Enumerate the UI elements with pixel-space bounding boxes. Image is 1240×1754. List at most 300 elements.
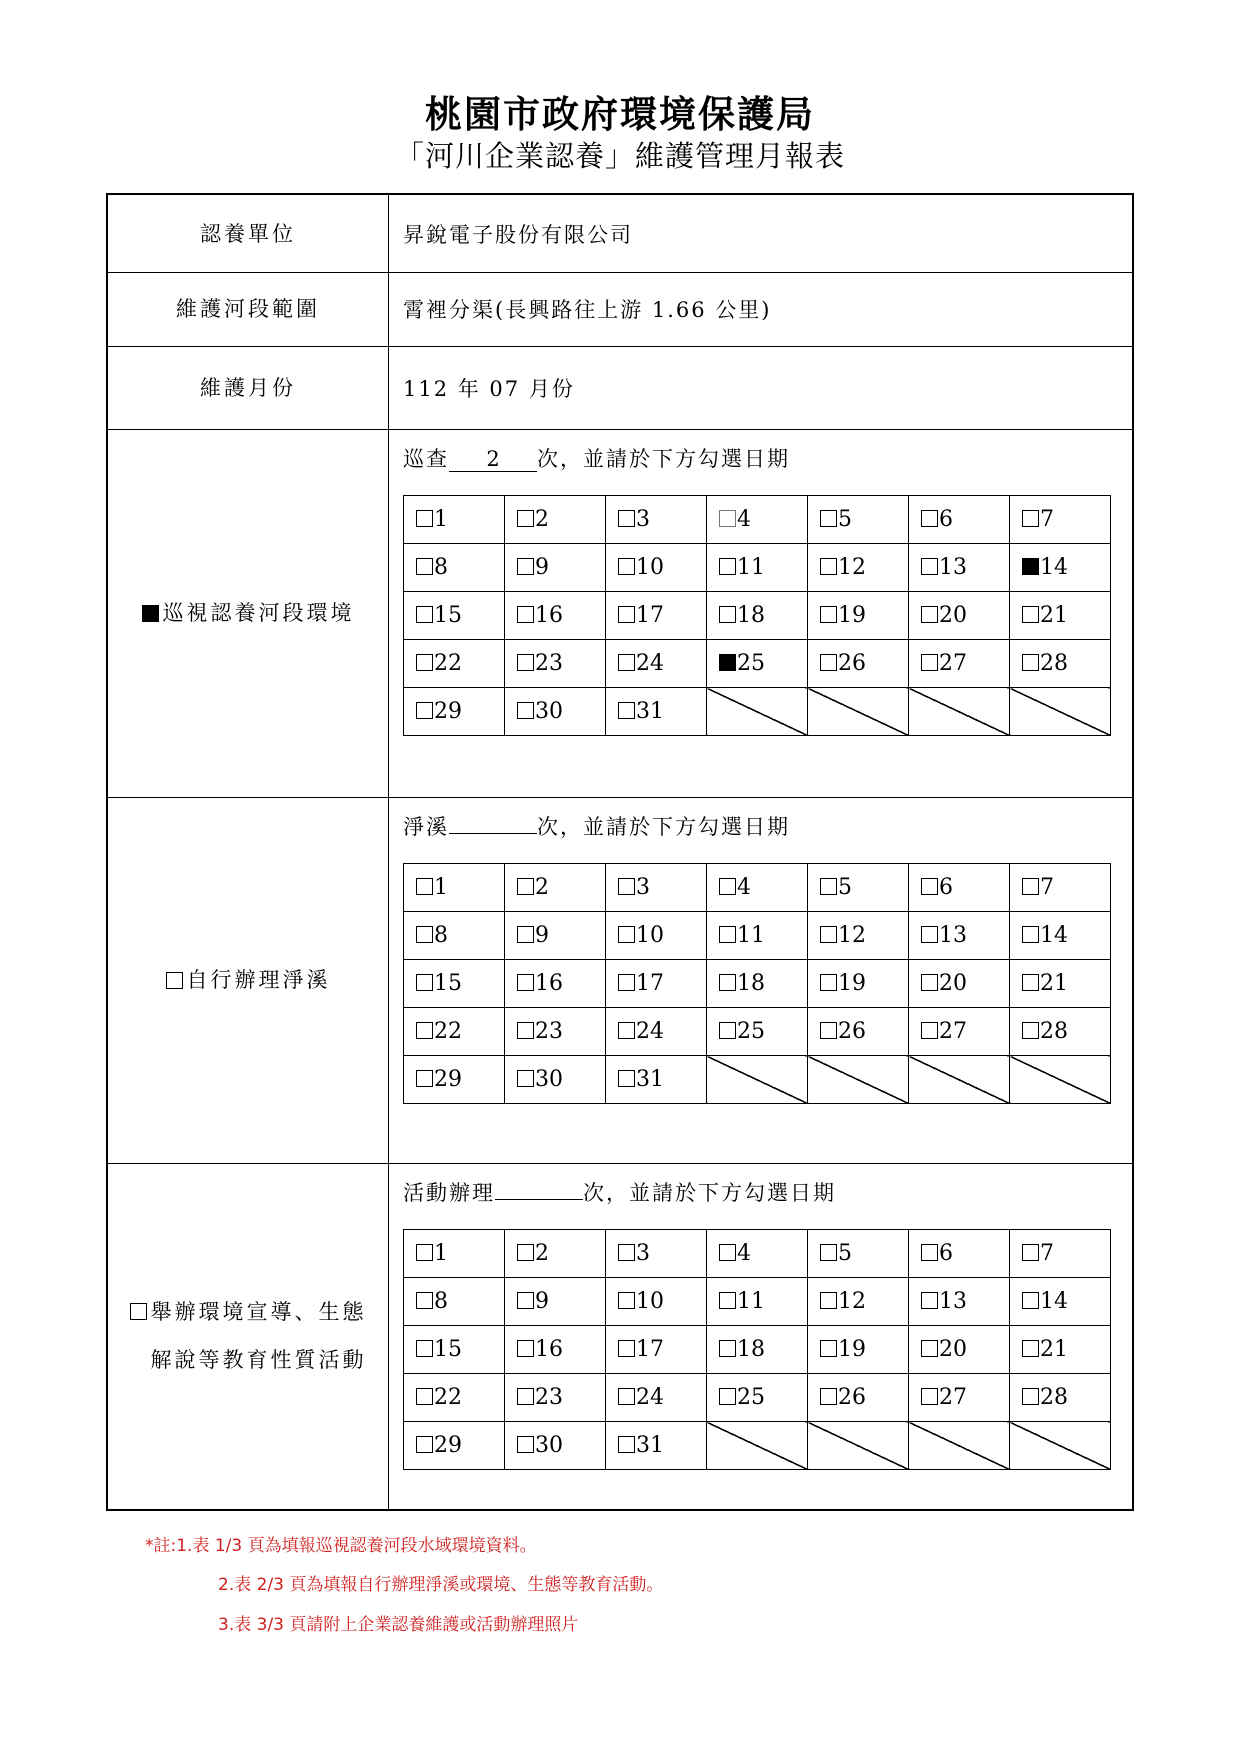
date-cell-25[interactable]: [707, 640, 808, 688]
date-cell-24[interactable]: [606, 1008, 707, 1056]
date-label: 27: [939, 1019, 967, 1044]
date-cell-22[interactable]: [404, 1008, 505, 1056]
checkbox-icon[interactable]: [416, 606, 433, 623]
empty-date-cell: [1010, 1056, 1111, 1104]
adoption-unit-value: 昇銳電子股份有限公司: [403, 222, 633, 247]
heading-suffix: 次，並請於下方勾選日期: [537, 815, 790, 839]
section-patrol: [108, 429, 1132, 798]
checkbox-icon[interactable]: [618, 1436, 635, 1453]
checkbox-icon[interactable]: [921, 654, 938, 671]
checkbox-icon[interactable]: [1022, 1244, 1039, 1261]
date-grid-row: [404, 1278, 1111, 1326]
date-label: 10: [636, 1289, 664, 1314]
date-label: 11: [737, 923, 765, 948]
river-range-cell[interactable]: [389, 272, 1132, 346]
checkbox-icon[interactable]: [719, 878, 736, 895]
date-cell-20[interactable]: [909, 960, 1010, 1008]
date-label: 9: [535, 555, 549, 580]
date-cell-31[interactable]: [606, 1056, 707, 1104]
date-label: 10: [636, 923, 664, 948]
section-heading: [403, 1177, 836, 1207]
date-cell-9[interactable]: [505, 912, 606, 960]
date-cell-5[interactable]: [808, 1230, 909, 1278]
date-cell-8[interactable]: [404, 1278, 505, 1326]
checkbox-icon[interactable]: [416, 558, 433, 575]
date-cell-10[interactable]: [606, 544, 707, 592]
checkbox-icon[interactable]: [517, 1070, 534, 1087]
checkbox-icon[interactable]: [517, 1292, 534, 1309]
date-label: 16: [535, 1337, 563, 1362]
date-grid-row: [404, 1374, 1111, 1422]
checkbox-icon[interactable]: [820, 1292, 837, 1309]
date-cell-22[interactable]: [404, 1374, 505, 1422]
date-label: 9: [535, 923, 549, 948]
checkbox-icon[interactable]: [618, 1244, 635, 1261]
section-heading: [403, 811, 790, 841]
checkbox-icon[interactable]: [416, 1244, 433, 1261]
date-cell-25[interactable]: [707, 1374, 808, 1422]
date-label: 27: [939, 1385, 967, 1410]
checkbox-icon[interactable]: [921, 1022, 938, 1039]
checkbox-icon[interactable]: [618, 702, 635, 719]
checkbox-icon[interactable]: [416, 702, 433, 719]
date-cell-26[interactable]: [808, 640, 909, 688]
section-label-line: 巡視認養河段環境: [162, 601, 355, 625]
count-field[interactable]: 2: [449, 447, 537, 472]
checkbox-icon[interactable]: [1022, 1340, 1039, 1357]
checkbox-icon[interactable]: [618, 654, 635, 671]
checkbox-icon[interactable]: [517, 1244, 534, 1261]
checkbox-icon[interactable]: [719, 1022, 736, 1039]
date-label: 22: [434, 1385, 462, 1410]
checkbox-icon[interactable]: [921, 1244, 938, 1261]
checkbox-icon[interactable]: [719, 510, 736, 527]
date-grid-row: [404, 544, 1111, 592]
checkbox-icon[interactable]: [921, 510, 938, 527]
checkbox-icon[interactable]: [416, 1070, 433, 1087]
page-subtitle: 「河川企業認養」維護管理月報表: [394, 139, 845, 173]
date-cell-9[interactable]: [505, 544, 606, 592]
note-line-1: *註:1.表 1/3 頁為填報巡視認養河段水域環境資料。: [145, 1536, 537, 1556]
date-cell-1[interactable]: [404, 496, 505, 544]
date-grid: [403, 495, 1111, 736]
date-cell-31[interactable]: [606, 1422, 707, 1470]
date-cell-13[interactable]: [909, 1278, 1010, 1326]
date-cell-6[interactable]: [909, 496, 1010, 544]
heading-suffix: 次，並請於下方勾選日期: [537, 447, 790, 471]
adoption-unit-cell[interactable]: [389, 195, 1132, 272]
checkbox-icon[interactable]: [820, 1388, 837, 1405]
checkbox-icon[interactable]: [921, 878, 938, 895]
date-label: 3: [636, 1241, 650, 1266]
date-label: 2: [535, 507, 549, 532]
date-cell-28[interactable]: [1010, 1374, 1111, 1422]
checkbox-icon[interactable]: [416, 1022, 433, 1039]
date-label: 11: [737, 555, 765, 580]
section-checkbox[interactable]: [166, 972, 183, 989]
section-checkbox[interactable]: [130, 1303, 147, 1320]
section-label[interactable]: [108, 797, 389, 1163]
date-cell-14[interactable]: [1010, 1278, 1111, 1326]
date-cell-28[interactable]: [1010, 640, 1111, 688]
date-label: 23: [535, 1019, 563, 1044]
checkbox-icon[interactable]: [618, 1388, 635, 1405]
checkbox-icon[interactable]: [517, 878, 534, 895]
date-cell-2[interactable]: [505, 864, 606, 912]
date-cell-27[interactable]: [909, 640, 1010, 688]
date-label: 1: [434, 875, 448, 900]
checkbox-icon[interactable]: [921, 926, 938, 943]
date-cell-6[interactable]: [909, 864, 1010, 912]
date-label: 12: [838, 1289, 866, 1314]
date-cell-23[interactable]: [505, 1374, 606, 1422]
date-label: 20: [939, 971, 967, 996]
date-cell-17[interactable]: [606, 1326, 707, 1374]
checkbox-icon[interactable]: [1022, 606, 1039, 623]
river-range-label: 維護河段範圍: [108, 272, 389, 346]
date-cell-3[interactable]: [606, 496, 707, 544]
checkbox-icon[interactable]: [618, 558, 635, 575]
checkbox-icon[interactable]: [1022, 974, 1039, 991]
heading-suffix: 次，並請於下方勾選日期: [583, 1181, 836, 1205]
section-clean-stream: [108, 797, 1132, 1164]
checkbox-icon[interactable]: [416, 974, 433, 991]
date-cell-23[interactable]: [505, 640, 606, 688]
checkbox-icon[interactable]: [517, 702, 534, 719]
date-label: 15: [434, 603, 462, 628]
checkbox-icon[interactable]: [820, 1022, 837, 1039]
date-label: 3: [636, 875, 650, 900]
checkbox-icon[interactable]: [618, 1292, 635, 1309]
checkbox-icon[interactable]: [1022, 1022, 1039, 1039]
date-cell-6[interactable]: [909, 1230, 1010, 1278]
checkbox-icon[interactable]: [618, 926, 635, 943]
checkbox-icon[interactable]: [820, 974, 837, 991]
section-education-activity: [108, 1163, 1132, 1509]
date-label: 4: [737, 875, 751, 900]
checkbox-icon[interactable]: [719, 558, 736, 575]
date-label: 18: [737, 1337, 765, 1362]
checkbox-icon[interactable]: [416, 1340, 433, 1357]
section-label-line: 舉辦環境宣導、生態: [150, 1300, 367, 1324]
date-cell-21[interactable]: [1010, 1326, 1111, 1374]
checkbox-icon[interactable]: [1022, 878, 1039, 895]
page-title: 桃園市政府環境保護局: [425, 92, 815, 136]
checkbox-icon[interactable]: [416, 654, 433, 671]
date-cell-13[interactable]: [909, 544, 1010, 592]
date-label: 19: [838, 971, 866, 996]
date-cell-9[interactable]: [505, 1278, 606, 1326]
checkbox-icon[interactable]: [719, 606, 736, 623]
date-label: 31: [636, 1067, 664, 1092]
checkbox-icon[interactable]: [517, 1388, 534, 1405]
section-label-line: 解說等教育性質活動: [150, 1348, 367, 1372]
checkbox-icon[interactable]: [416, 878, 433, 895]
empty-date-cell: [707, 1056, 808, 1104]
date-grid-row: [404, 1422, 1111, 1470]
date-cell-11[interactable]: [707, 912, 808, 960]
checkbox-icon[interactable]: [416, 1436, 433, 1453]
date-cell-18[interactable]: [707, 960, 808, 1008]
checkbox-icon[interactable]: [820, 606, 837, 623]
count-field[interactable]: [495, 1199, 583, 1200]
date-cell-7[interactable]: [1010, 864, 1111, 912]
date-cell-3[interactable]: [606, 864, 707, 912]
date-label: 18: [737, 603, 765, 628]
date-label: 21: [1040, 971, 1068, 996]
date-label: 7: [1040, 1241, 1054, 1266]
checkbox-icon[interactable]: [517, 1340, 534, 1357]
date-label: 4: [737, 1241, 751, 1266]
date-label: 25: [737, 651, 765, 676]
date-cell-29[interactable]: [404, 1056, 505, 1104]
date-cell-22[interactable]: [404, 640, 505, 688]
checkbox-icon[interactable]: [719, 654, 736, 671]
date-cell-7[interactable]: [1010, 1230, 1111, 1278]
heading-prefix: 巡查: [403, 447, 449, 471]
maintenance-month-value: 112 年 07 月份: [403, 376, 575, 401]
date-cell-4[interactable]: [707, 1230, 808, 1278]
date-cell-1[interactable]: [404, 864, 505, 912]
checkbox-icon[interactable]: [921, 974, 938, 991]
date-cell-16[interactable]: [505, 960, 606, 1008]
checkbox-icon[interactable]: [618, 974, 635, 991]
date-label: 24: [636, 1019, 664, 1044]
checkbox-icon[interactable]: [618, 510, 635, 527]
date-cell-12[interactable]: [808, 912, 909, 960]
date-cell-8[interactable]: [404, 544, 505, 592]
date-cell-2[interactable]: [505, 496, 606, 544]
date-cell-23[interactable]: [505, 1008, 606, 1056]
checkbox-icon[interactable]: [517, 1436, 534, 1453]
checkbox-icon[interactable]: [517, 558, 534, 575]
checkbox-icon[interactable]: [618, 1070, 635, 1087]
checkbox-icon[interactable]: [517, 926, 534, 943]
checkbox-icon[interactable]: [1022, 1292, 1039, 1309]
date-cell-21[interactable]: [1010, 960, 1111, 1008]
checkbox-icon[interactable]: [1022, 654, 1039, 671]
date-label: 9: [535, 1289, 549, 1314]
date-cell-12[interactable]: [808, 1278, 909, 1326]
date-cell-15[interactable]: [404, 960, 505, 1008]
date-cell-13[interactable]: [909, 912, 1010, 960]
date-cell-12[interactable]: [808, 544, 909, 592]
checkbox-icon[interactable]: [416, 1388, 433, 1405]
checkbox-icon[interactable]: [719, 1244, 736, 1261]
section-label[interactable]: [108, 1163, 389, 1509]
date-cell-16[interactable]: [505, 1326, 606, 1374]
checkbox-icon[interactable]: [820, 558, 837, 575]
date-cell-26[interactable]: [808, 1374, 909, 1422]
checkbox-icon[interactable]: [618, 606, 635, 623]
date-cell-19[interactable]: [808, 960, 909, 1008]
empty-date-cell: [808, 1422, 909, 1470]
date-label: 8: [434, 555, 448, 580]
date-cell-28[interactable]: [1010, 1008, 1111, 1056]
checkbox-icon[interactable]: [719, 1388, 736, 1405]
checkbox-icon[interactable]: [1022, 1388, 1039, 1405]
empty-date-cell: [707, 1422, 808, 1470]
date-grid-row: [404, 1056, 1111, 1104]
checkbox-icon[interactable]: [820, 1340, 837, 1357]
date-label: 30: [535, 1067, 563, 1092]
checkbox-icon[interactable]: [416, 1292, 433, 1309]
checkbox-icon[interactable]: [618, 1340, 635, 1357]
date-label: 16: [535, 603, 563, 628]
date-cell-17[interactable]: [606, 592, 707, 640]
date-cell-30[interactable]: [505, 1056, 606, 1104]
date-label: 13: [939, 1289, 967, 1314]
checkbox-icon[interactable]: [517, 1022, 534, 1039]
section-label-line: 自行辦理淨溪: [186, 968, 331, 992]
date-cell-31[interactable]: [606, 688, 707, 736]
checkbox-icon[interactable]: [719, 926, 736, 943]
date-cell-19[interactable]: [808, 592, 909, 640]
date-label: 16: [535, 971, 563, 996]
checkbox-icon[interactable]: [719, 974, 736, 991]
checkbox-icon[interactable]: [719, 1292, 736, 1309]
date-label: 17: [636, 1337, 664, 1362]
date-grid-row: [404, 496, 1111, 544]
date-cell-29[interactable]: [404, 1422, 505, 1470]
date-label: 13: [939, 923, 967, 948]
date-label: 6: [939, 875, 953, 900]
date-grid-row: [404, 864, 1111, 912]
checkbox-icon[interactable]: [921, 1340, 938, 1357]
checkbox-icon[interactable]: [1022, 510, 1039, 527]
date-label: 1: [434, 507, 448, 532]
date-label: 30: [535, 1433, 563, 1458]
checkbox-icon[interactable]: [618, 878, 635, 895]
checkbox-icon[interactable]: [820, 510, 837, 527]
date-label: 2: [535, 1241, 549, 1266]
date-label: 19: [838, 1337, 866, 1362]
date-cell-27[interactable]: [909, 1374, 1010, 1422]
date-label: 12: [838, 923, 866, 948]
date-grid-row: [404, 912, 1111, 960]
section-label[interactable]: [108, 429, 389, 797]
date-cell-11[interactable]: [707, 544, 808, 592]
date-cell-1[interactable]: [404, 1230, 505, 1278]
date-cell-20[interactable]: [909, 592, 1010, 640]
date-cell-20[interactable]: [909, 1326, 1010, 1374]
date-grid-row: [404, 640, 1111, 688]
date-cell-5[interactable]: [808, 864, 909, 912]
checkbox-icon[interactable]: [416, 510, 433, 527]
date-cell-21[interactable]: [1010, 592, 1111, 640]
row-maintenance-month: [108, 346, 1132, 430]
date-label: 31: [636, 1433, 664, 1458]
checkbox-icon[interactable]: [1022, 926, 1039, 943]
date-cell-7[interactable]: [1010, 496, 1111, 544]
date-cell-10[interactable]: [606, 912, 707, 960]
checkbox-icon[interactable]: [820, 654, 837, 671]
date-label: 22: [434, 1019, 462, 1044]
date-cell-4[interactable]: [707, 864, 808, 912]
section-heading: [403, 443, 790, 473]
date-label: 17: [636, 603, 664, 628]
date-label: 28: [1040, 1385, 1068, 1410]
empty-date-cell: [909, 1056, 1010, 1104]
date-cell-18[interactable]: [707, 1326, 808, 1374]
date-cell-25[interactable]: [707, 1008, 808, 1056]
date-label: 10: [636, 555, 664, 580]
checkbox-icon[interactable]: [820, 1244, 837, 1261]
date-cell-29[interactable]: [404, 688, 505, 736]
checkbox-icon[interactable]: [517, 974, 534, 991]
date-cell-14[interactable]: [1010, 912, 1111, 960]
count-field[interactable]: [449, 833, 537, 834]
checkbox-icon[interactable]: [618, 1022, 635, 1039]
date-label: 12: [838, 555, 866, 580]
checkbox-icon[interactable]: [921, 606, 938, 623]
checkbox-icon[interactable]: [820, 926, 837, 943]
date-label: 26: [838, 651, 866, 676]
checkbox-icon[interactable]: [517, 606, 534, 623]
date-cell-24[interactable]: [606, 1374, 707, 1422]
maintenance-month-cell[interactable]: [389, 346, 1132, 429]
date-label: 20: [939, 603, 967, 628]
date-label: 15: [434, 1337, 462, 1362]
checkbox-icon[interactable]: [921, 1388, 938, 1405]
heading-prefix: 淨溪: [403, 815, 449, 839]
date-cell-30[interactable]: [505, 1422, 606, 1470]
checkbox-icon[interactable]: [416, 926, 433, 943]
date-cell-14[interactable]: [1010, 544, 1111, 592]
section-checkbox[interactable]: [142, 605, 159, 622]
checkbox-icon[interactable]: [719, 1340, 736, 1357]
date-cell-26[interactable]: [808, 1008, 909, 1056]
date-cell-11[interactable]: [707, 1278, 808, 1326]
date-label: 21: [1040, 603, 1068, 628]
date-cell-30[interactable]: [505, 688, 606, 736]
date-label: 24: [636, 651, 664, 676]
report-form: [106, 193, 1134, 1511]
date-cell-5[interactable]: [808, 496, 909, 544]
date-cell-3[interactable]: [606, 1230, 707, 1278]
date-grid-row: [404, 1230, 1111, 1278]
checkbox-icon[interactable]: [820, 878, 837, 895]
date-label: 6: [939, 507, 953, 532]
date-cell-18[interactable]: [707, 592, 808, 640]
date-cell-8[interactable]: [404, 912, 505, 960]
checkbox-icon[interactable]: [517, 654, 534, 671]
row-adoption-unit: [108, 195, 1132, 273]
date-cell-15[interactable]: [404, 1326, 505, 1374]
date-cell-10[interactable]: [606, 1278, 707, 1326]
date-cell-16[interactable]: [505, 592, 606, 640]
date-label: 22: [434, 651, 462, 676]
date-cell-17[interactable]: [606, 960, 707, 1008]
date-label: 28: [1040, 1019, 1068, 1044]
adoption-unit-label: 認養單位: [108, 195, 389, 272]
date-cell-19[interactable]: [808, 1326, 909, 1374]
checkbox-icon[interactable]: [1022, 558, 1039, 575]
date-label: 26: [838, 1019, 866, 1044]
date-cell-15[interactable]: [404, 592, 505, 640]
date-label: 5: [838, 1241, 852, 1266]
river-range-value: 霄裡分渠(長興路往上游 1.66 公里): [403, 298, 772, 322]
checkbox-icon[interactable]: [517, 510, 534, 527]
date-cell-27[interactable]: [909, 1008, 1010, 1056]
date-cell-24[interactable]: [606, 640, 707, 688]
date-cell-4[interactable]: [707, 496, 808, 544]
checkbox-icon[interactable]: [921, 558, 938, 575]
empty-date-cell: [1010, 688, 1111, 736]
checkbox-icon[interactable]: [921, 1292, 938, 1309]
date-label: 14: [1040, 555, 1068, 580]
date-cell-2[interactable]: [505, 1230, 606, 1278]
